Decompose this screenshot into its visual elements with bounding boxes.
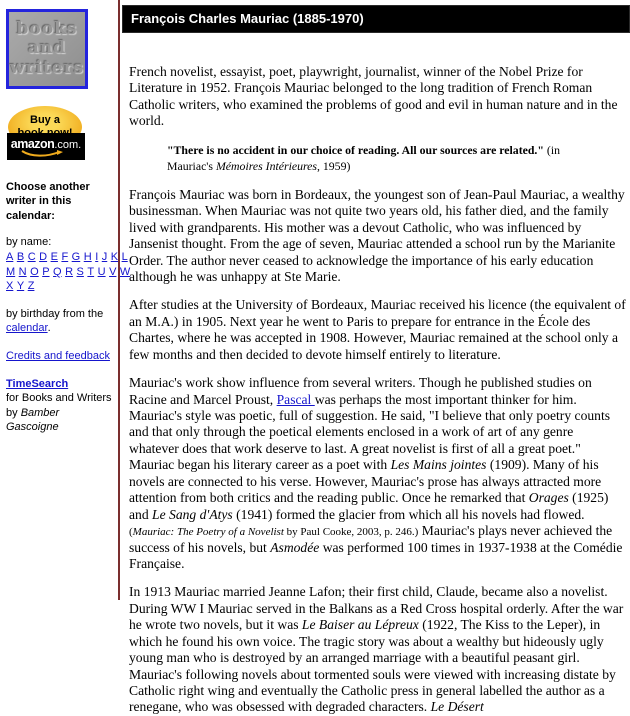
article-body [119, 64, 630, 716]
text-segment: Mauriac's plays never achieved the success of his novels, but [129, 523, 613, 555]
work-title-le-baiser: Le Baiser au Lépreux [301, 617, 419, 633]
letter-link-Z[interactable]: Z [27, 280, 35, 293]
quote-text: "There is no accident in our choice of reading. All our sources are related." [167, 142, 544, 157]
letter-link-H[interactable]: H [83, 251, 92, 264]
sidebar [0, 0, 131, 600]
calendar-link[interactable]: calendar [6, 322, 48, 335]
letter-link-M[interactable]: M [6, 265, 16, 278]
amazon-bar [7, 133, 85, 160]
letter-link-E[interactable]: E [50, 251, 58, 264]
letter-link-V[interactable]: V [109, 265, 117, 278]
letter-row [6, 265, 131, 280]
amazon-brand-text: amazon [10, 137, 55, 151]
letter-link-T[interactable]: T [87, 265, 95, 278]
text-segment: was perhaps the most important thinker for him. Mauriac's style was poetic, full of suggestion. He said, "I believe that only poetry counts and that only through the poetical elements enclosed in a work of art of any genre whatever does that work deserve to last. A great novelist is first of all a great poet." Mauriac began his literary career as a poet with [129, 391, 611, 473]
timesearch-link[interactable]: TimeSearch [6, 377, 69, 390]
letter-link-Q[interactable]: Q [53, 265, 62, 278]
quote-attribution-end: , 1959) [316, 159, 351, 174]
letter-link-D[interactable]: D [39, 251, 48, 264]
letter-row [6, 279, 116, 294]
letter-row [6, 250, 128, 265]
work-title-les-mains-jointes: Les Mains jointes [390, 457, 487, 473]
work-title-orages: Orages [528, 490, 569, 506]
citation-work-title: Mauriac: The Poetry of a Novelist [132, 526, 284, 539]
letter-link-S[interactable]: S [76, 265, 84, 278]
letter-link-A[interactable]: A [6, 251, 14, 264]
citation-rest: by Paul Cooke, 2003, p. 246.) [283, 526, 419, 539]
letter-link-F[interactable]: F [61, 251, 69, 264]
letter-link-I[interactable]: I [95, 251, 99, 264]
timesearch-author-line [6, 406, 112, 435]
work-title-le-desert: Le Désert [430, 699, 484, 715]
amazon-line1: Buy a [30, 113, 60, 126]
paragraph-marriage [129, 584, 626, 716]
page-title: François Charles Mauriac (1885-1970) [122, 5, 630, 33]
birthday-text: by birthday from the [6, 307, 104, 320]
logo-line: and [27, 38, 67, 59]
letter-link-L[interactable]: L [121, 251, 128, 264]
citation-open: ( [129, 526, 133, 539]
timesearch-by: by [6, 406, 21, 419]
amazon-smile-icon [21, 150, 65, 158]
letter-link-U[interactable]: U [97, 265, 106, 278]
letter-link-X[interactable]: X [6, 280, 14, 293]
text-segment: (1925) and [129, 490, 609, 522]
timesearch-block [6, 377, 112, 435]
letter-link-P[interactable]: P [42, 265, 50, 278]
paragraph-studies: After studies at the University of Bordeaux, Mauriac received his licence (the equivalent of an M.A.) in 1905. Next year he went to Paris to prepare for entrance in the École des Chartes, where he was accepted in 1908. However, Mauriac remained at the school only a few months and then decided to devote himself entirely to literature. [129, 297, 626, 362]
text-segment: Mauriac's work show influence from several writers. Though he published studies on Racine and Marcel Proust, [129, 375, 592, 407]
text-segment: was performed 100 times in 1937-1938 at the Comédie Française. [129, 539, 623, 571]
letter-link-C[interactable]: C [27, 251, 36, 264]
letter-link-Y[interactable]: Y [16, 280, 25, 293]
main-content [120, 0, 630, 715]
quote-attribution: (in Mauriac's [167, 142, 560, 174]
books-and-writers-logo [6, 9, 88, 89]
sidebar-nav [6, 180, 131, 435]
pascal-link[interactable]: Pascal [276, 391, 315, 407]
credits-feedback-link[interactable]: Credits and feedback [6, 349, 110, 362]
letter-link-O[interactable]: O [30, 265, 39, 278]
paragraph-early-life: François Mauriac was born in Bordeaux, the youngest son of Jean-Paul Mauriac, a wealthy businessman. When Mauriac was not quite two years old, his father died, and the family lived with grandparents. His mother was a devout Catholic, who was influenced by Jansenist thought. From the age of seven, Mauriac attended a school run by the Marianite Order. The author never ceased to acknowledge the importance of his early education although he was unhappy at Ste Marie. [129, 186, 625, 284]
timesearch-description: for Books and Writers [6, 392, 112, 405]
work-title-le-sang-datys: Le Sang d'Atys [152, 506, 233, 522]
letter-index [6, 250, 131, 294]
work-title-memoires: Mémoires Intérieures [215, 159, 317, 174]
credits-block [6, 349, 112, 364]
text-segment: (1922, The Kiss to the Leper), in which he found his own voice. The tragic story was about a wealthy but hideously ugly young man who is destroyed by an arranged marriage with a beautiful peasant girl. Mauriac's following novels about tormented souls were viewed with increasing distate by Catholic right wing and eventually the Catholic press in general labelled the author as a renegane, who was obsessed with degraded characters. [129, 617, 616, 715]
timesearch-author: Bamber Gascoigne [6, 406, 60, 434]
text-segment: (1909). Many of his novels are connected to his verse. However, Mauriac's prose has always attracted more attention from both critics and the reading public. Once he remarked that [129, 457, 602, 506]
quote-block [167, 142, 600, 175]
letter-link-K[interactable]: K [110, 251, 119, 264]
birthday-period: . [47, 322, 51, 335]
letter-link-W[interactable]: W [119, 265, 131, 278]
work-title-asmodee: Asmodée [270, 539, 320, 555]
paragraph-intro: French novelist, essayist, poet, playwright, journalist, winner of the Nobel Prize for Literature in 1952. François Mauriac belonged to the long tradition of French Roman Catholic writers, who examined the problems of good and evil in human nature and in the world. [129, 64, 618, 129]
logo-line: writers [9, 57, 85, 78]
letter-link-G[interactable]: G [71, 251, 81, 264]
letter-link-B[interactable]: B [16, 251, 25, 264]
letter-link-R[interactable]: R [65, 265, 74, 278]
text-segment: In 1913 Mauriac married Jeanne Lafon; their first child, Claude, became also a novelist. During WW I Mauriac served in the Balkans as a Red Cross hospital orderly. After the war he wrote two novels, but it was [129, 584, 624, 633]
amazon-buy-book-button[interactable] [7, 106, 85, 160]
paragraph-influences [129, 375, 626, 572]
by-name-label: by name: [6, 235, 52, 248]
by-birthday-block [6, 307, 112, 336]
text-segment: (1941) formed the glacier from which all his novels had flowed. [232, 506, 585, 522]
letter-link-J[interactable]: J [101, 251, 108, 264]
choose-writer-heading: Choose another writer in this calendar: [6, 181, 90, 222]
logo-line: books [16, 19, 78, 40]
amazon-suffix-text: .com. [54, 139, 82, 151]
letter-link-N[interactable]: N [18, 265, 27, 278]
